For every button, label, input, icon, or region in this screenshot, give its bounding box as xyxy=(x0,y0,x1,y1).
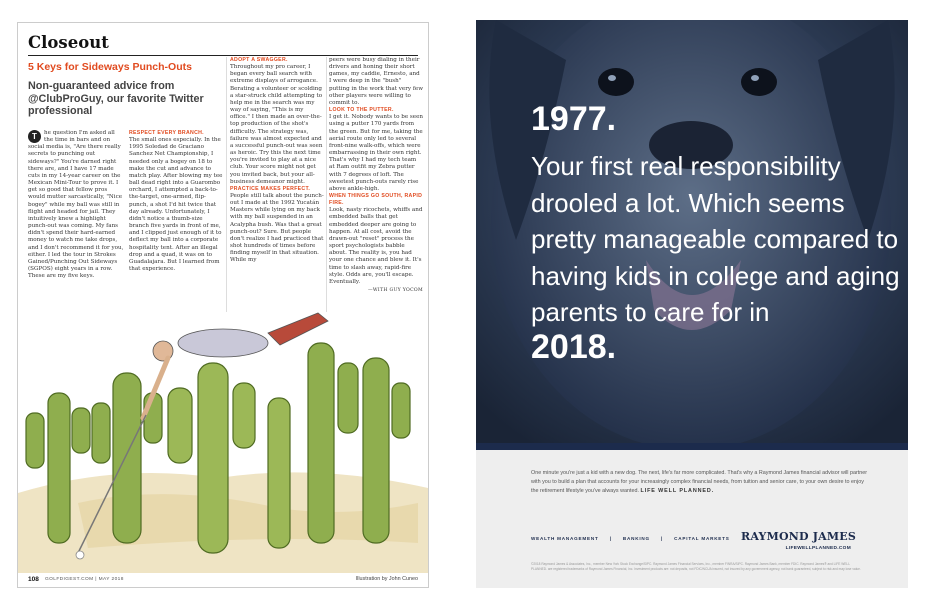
services-list xyxy=(531,536,739,541)
section-title: Closeout xyxy=(28,33,109,52)
text-column-2 xyxy=(129,130,224,273)
magazine-left-page xyxy=(17,22,429,588)
text-column-1 xyxy=(28,130,124,280)
ad-headline: Your first real responsibility drooled a lot. Which seems pretty manageable compared to having kids in college and aging parents to care for in xyxy=(531,151,900,327)
navy-divider-bar xyxy=(476,443,908,450)
ad-tagline: LIFE WELL PLANNED. xyxy=(640,488,715,494)
page-gutter xyxy=(440,0,466,600)
year-2018: 2018. xyxy=(531,328,617,366)
paragraph-rapid-fire: Look, nasty ricochets, whiffs and embedded balls that get embedded deeper are going to happen. At all cost, avoid the drawn-out "reset" process the sport psychologists babble about. The reality is, you had your one chance and blew it. It's time to slash away, rapid-fire style. Odds are, you'll escape. Eventually. xyxy=(329,207,423,285)
byline: —WITH GUY YOCOM xyxy=(368,288,423,293)
publication-line: GOLFDIGEST.COM | MAY 2018 xyxy=(45,577,124,582)
kicker-rapid-fire: WHEN THINGS GO SOUTH, RAPID FIRE. xyxy=(329,192,423,207)
drop-cap: T xyxy=(28,130,41,143)
paragraph-practice: People still talk about the punch-out I made at the 1992 Yucatán Masters while lying on my back with my ball suspended in an Acalypha bush. Was that a great punch-out? Sure. But people don't realize I had practiced that shot hundreds of times before finding myself in that situation. While my xyxy=(230,192,324,264)
brand-logo: RAYMOND JAMES xyxy=(740,530,856,543)
header-rule xyxy=(28,55,418,56)
paragraph-respect-branch: The small ones especially. In the 1995 Soledad de Graciano Sanchez Net Championship, I needed only a bogey on 18 to make the cut and advance to match play. After blowing my tee ball dead right into a Guarombo orchard, I attempted a back-to-the-target, one-armed, flip-punch, a shot I'd hit twice that day already. Unfortunately, I didn't notice a thumb-size branch five yards in front of me, and I clipped just enough of it to deflect my ball into a corporate hospitality tent. After an illegal drop and a quad, it was on to Guadalajara. But I learned from that experience. xyxy=(129,137,223,272)
article-headline: 5 Keys for Sideways Punch-Outs xyxy=(28,61,192,73)
service-separator: | xyxy=(609,536,612,541)
paragraph-putter: I get it. Nobody wants to be seen using a putter 170 yards from the green. But for me, taking the aerial route only led to several front-nine walk-offs, which were embarrassing in their own right. That's why I had my tech team at Ram outfit my Zebra putter with 7 degrees of loft. The sweetest punch-outs rarely rise above ankle-high. xyxy=(329,114,424,192)
illustration-credit: Illustration by John Cuneo xyxy=(355,576,418,582)
page-number: 108 xyxy=(28,576,39,583)
kicker-putter: LOOK TO THE PUTTER. xyxy=(329,107,394,114)
column-divider xyxy=(226,57,227,312)
fine-print: ©2018 Raymond James & Associates, Inc., member New York Stock Exchange/SIPC. Raymond James Financial Services, Inc., member FINRA/SIPC. Raymond James Bank, member FDIC. Raymond James® and LIFE WELL PLANNED. are registered trademarks of Raymond James Financial, Inc. Investment products are: not deposits, not FDIC/NCUA insured, not insured by any government agency, not bank guaranteed, subject to risk and may lose value. xyxy=(531,562,861,571)
advertisement-page xyxy=(476,20,908,588)
article-dek: Non-guaranteed advice from @ClubProGuy, our favorite Twitter professional xyxy=(28,80,204,117)
service-capital-markets: CAPITAL MARKETS xyxy=(674,536,730,541)
text-column-4 xyxy=(329,57,423,294)
kicker-practice: PRACTICE MAKES PERFECT. xyxy=(230,185,311,192)
service-separator: | xyxy=(661,536,664,541)
service-banking: BANKING xyxy=(622,536,650,541)
kicker-swagger: ADOPT A SWAGGER. xyxy=(230,57,288,63)
ad-paragraph: One minute you're just a kid with a new dog. The next, life's far more complicated. That's why a Raymond James financial advisor will partner with you to build a plan that accounts for your increasingly complex financial needs, from tuition and senior care, to your own desire to enjoy the retirement lifestyle you've always wanted. xyxy=(531,470,868,494)
ad-body-copy xyxy=(531,469,871,496)
brand-url[interactable]: LIFEWELLPLANNED.COM xyxy=(785,546,851,551)
kicker-respect-branch: RESPECT EVERY BRANCH. xyxy=(129,130,204,136)
paragraph-continued: peers were busy dialing in their drivers and honing their short games, my caddie, Ernesto, and I were deep in the "bush" putting in the work that very few other players were willing to commit to. xyxy=(329,57,423,106)
paragraph-swagger: Throughout my pro career, I began every ball search with extreme displays of arrogance. Berating a volunteer or scolding a star-struck child attempting to help me in the search was my way of saying, "This is my office." I then made an over-the-top production of the shot's difficulty. The strategy was, failure was almost expected and a successful punch-out was seen as heroic. Try this the next time you're invited to play at a nice club. Your score might not get you invited back, but your all-business demeanor might. xyxy=(230,64,323,185)
text-column-3 xyxy=(230,57,324,265)
service-wealth-management: WEALTH MANAGEMENT xyxy=(531,536,599,541)
column-divider xyxy=(326,57,327,312)
golfer-cactus-illustration xyxy=(18,303,428,573)
intro-paragraph: he question I'm asked all the time in bars and on social media is, "Are there really secrets to punching out sideways?" You're darned right there are, and I have 17 made cuts in my 14-year career on the Mexican Mini-Tour to prove it. I get so good that fellow pros would mutter sarcastically, "Nice bogey" while my ball was still in flight and headed for jail. They intuitively knew a highlight punch-out was coming. My fans didn't spend their hard-earned money to watch me take drops, and I don't recommend it for you, either. I led the tour in Strokes Gained/Punching Out Sideways (SGPOS) eight years in a row. These are my five keys. xyxy=(28,130,124,280)
year-1977: 1977. xyxy=(531,100,617,138)
ad-footer-panel xyxy=(476,450,908,588)
